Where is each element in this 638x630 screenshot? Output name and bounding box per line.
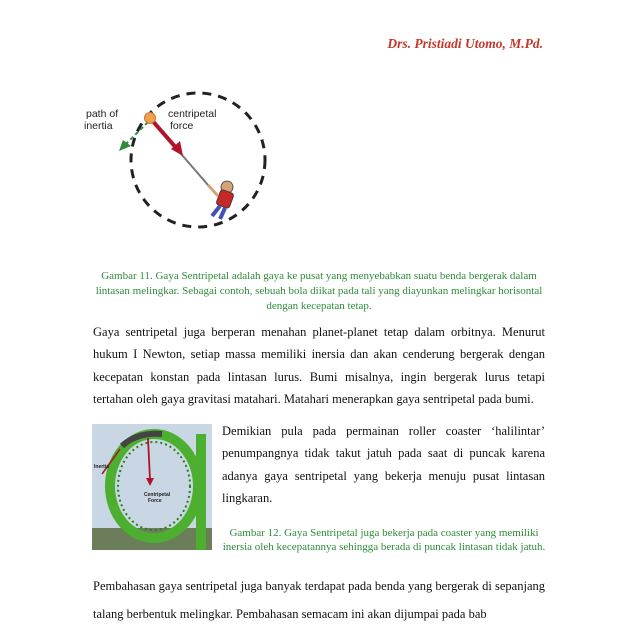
figure-11-caption: Gambar 11. Gaya Sentripetal adalah gaya ke pusat yang menyebabkan suatu benda bergerak dalam lintasan melingkar. Sebagai contoh, sebuah bola diikat pada tali yang diayunkan melingkar horisontal dengan kecepatan tetap. [95, 270, 543, 312]
coaster-support [196, 434, 206, 550]
author-header: Drs. Pristiadi Utomo, M.Pd. [387, 36, 543, 51]
person-figure [208, 181, 234, 219]
centripetal-force-figure [80, 88, 310, 258]
inertia-arrow-head [119, 140, 131, 151]
centripetal-force-label-2: force [170, 120, 194, 132]
path-of-inertia-label-1: path of [86, 108, 119, 120]
paragraph-1: Gaya sentripetal juga berperan menahan planet-planet tetap dalam orbitnya. Menurut hukum I Newton, setiap massa memiliki inersia dan akan cenderung bergerak dengan kecepatan konstan pada lintasan lurus. Bumi misalnya, ingin bergerak lurus tetapi tertahan oleh gaya gravitasi matahari. Matahari menerapkan gaya sentripetal pada bumi. [93, 325, 545, 406]
centripetal-force-label-1: centripetal [168, 108, 217, 120]
path-of-inertia-label-2: inertia [84, 120, 113, 132]
paragraph-3: Pembahasan gaya sentripetal juga banyak terdapat pada benda yang bergerak di sepanjang talang berbentuk melingkar. Pembahasan semacam ini akan dijumpai pada bab [93, 579, 545, 621]
inertia-arrow-shaft [126, 122, 148, 144]
ball [145, 113, 156, 124]
inertia-label: Inertia [94, 464, 110, 470]
paragraph-2: Demikian pula pada permainan roller coaster ‘halilintar’ penumpangnya tidak takut jatuh pada saat di puncak karena adanya gaya sentripetal yang bekerja menuju pusat lintasan lingkaran. [222, 424, 545, 505]
figure-12-caption: Gambar 12. Gaya Sentripetal juga bekerja pada coaster yang memiliki inersia oleh kecepatannya sehingga berada di puncak lintasan tidak jatuh. [222, 527, 546, 553]
centripetal-label-1: Centripetal [144, 492, 171, 498]
roller-coaster-figure [92, 424, 212, 550]
centripetal-label-2: Force [148, 498, 162, 504]
